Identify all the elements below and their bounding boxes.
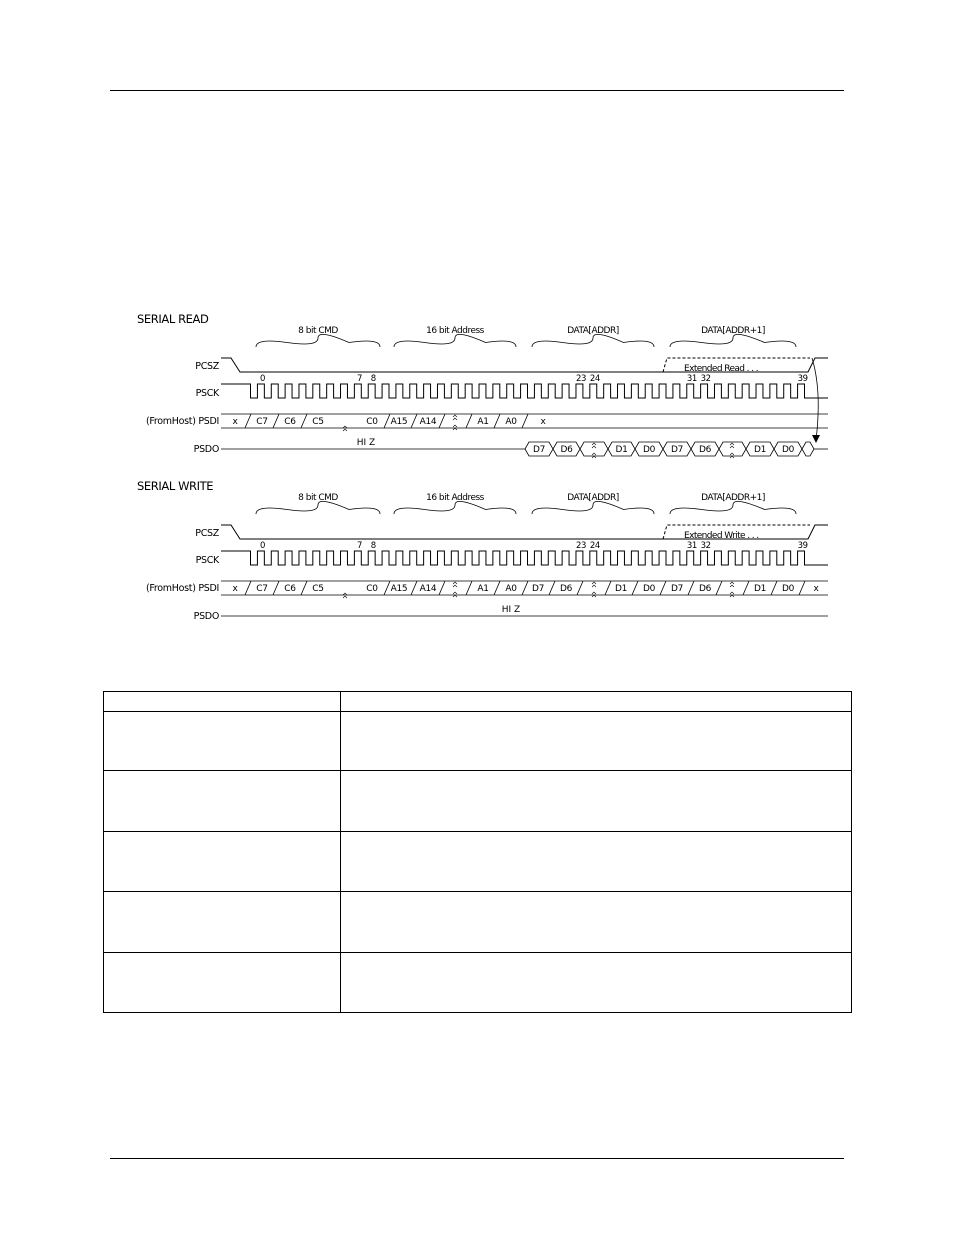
s1-psdi-cell-4: C0 bbox=[366, 584, 378, 594]
s1-psdi-cell-0: x bbox=[232, 584, 238, 594]
s0-clock-number-0: 0 bbox=[259, 374, 266, 384]
s0-psdo-break-0 bbox=[592, 443, 596, 448]
s0-clock-number-6: 32 bbox=[700, 374, 711, 384]
s0-psdo-cell-2: D1 bbox=[615, 445, 628, 455]
s1-psdo-label: PSDO bbox=[193, 611, 219, 622]
s1-psdi-break-0 bbox=[343, 593, 347, 598]
s0-group-label-3: DATA[ADDR+1] bbox=[701, 326, 765, 336]
s1-psdi-cell-3: C5 bbox=[312, 584, 324, 594]
s1-group-label-1: 16 bit Address bbox=[426, 493, 484, 503]
s0-psdi-edge-8 bbox=[522, 414, 528, 428]
s1-psdi-cell-11: D1 bbox=[614, 584, 628, 594]
s0-psdi-break-1 bbox=[453, 415, 457, 420]
s0-psdo-cell-box-10 bbox=[802, 442, 814, 456]
s1-psdi-break-6 bbox=[730, 592, 734, 597]
s0-group-brace-3 bbox=[670, 334, 796, 347]
s0-psdo-break-3 bbox=[730, 453, 734, 458]
s1-group-label-3: DATA[ADDR+1] bbox=[701, 493, 765, 503]
s1-psdi-cell-6: A14 bbox=[419, 584, 437, 594]
s1-group-brace-0 bbox=[256, 501, 380, 514]
s0-psdo-hiz-label: HI Z bbox=[356, 438, 376, 448]
s0-psck-wave bbox=[221, 384, 828, 398]
s1-clock-number-2: 8 bbox=[370, 541, 376, 551]
s1-psdi-cell-14: D6 bbox=[698, 584, 712, 594]
s1-psdi-edge-18 bbox=[799, 581, 805, 595]
s1-psdi-edge-6 bbox=[466, 581, 472, 595]
s1-psdi-edge-14 bbox=[688, 581, 694, 595]
s1-psdi-cell-5: A15 bbox=[390, 584, 408, 594]
table-cell bbox=[341, 712, 852, 771]
s1-psdi-cell-15: D1 bbox=[753, 584, 767, 594]
s1-psdi-cell-8: A0 bbox=[505, 584, 517, 594]
s0-psdo-arrow-head bbox=[812, 435, 820, 443]
s1-psdi-edge-1 bbox=[273, 581, 279, 595]
table-cell bbox=[341, 953, 852, 1013]
s0-group-brace-2 bbox=[532, 334, 654, 347]
s1-clock-number-5: 31 bbox=[686, 541, 697, 551]
s1-psdi-edge-12 bbox=[632, 581, 638, 595]
s1-clock-number-1: 7 bbox=[356, 541, 362, 551]
s0-psdo-cell-0: D7 bbox=[532, 445, 546, 455]
s0-section-title: SERIAL READ bbox=[137, 312, 209, 326]
s1-psdo-hiz-label: HI Z bbox=[501, 605, 521, 615]
table-cell bbox=[104, 832, 341, 892]
s1-psdi-edge-9 bbox=[549, 581, 555, 595]
s1-psdi-edge-13 bbox=[660, 581, 666, 595]
table-row bbox=[104, 832, 852, 892]
s1-psdi-edge-7 bbox=[494, 581, 500, 595]
table-row bbox=[104, 953, 852, 1013]
s1-psdi-edge-4 bbox=[411, 581, 417, 595]
s0-extended-label: Extended Read . . . bbox=[684, 364, 758, 374]
s0-clock-number-1: 7 bbox=[356, 374, 362, 384]
s1-psdi-break-4 bbox=[592, 592, 596, 597]
s1-psdi-edge-17 bbox=[771, 581, 777, 595]
s0-psdi-edge-5 bbox=[439, 414, 445, 428]
info-table bbox=[103, 691, 852, 1013]
table-cell bbox=[341, 832, 852, 892]
s0-group-label-2: DATA[ADDR] bbox=[567, 326, 619, 336]
s1-psdi-cell-12: D0 bbox=[642, 584, 656, 594]
s0-psdo-break-1 bbox=[592, 453, 596, 458]
s1-psdi-break-5 bbox=[730, 582, 734, 587]
s0-clock-number-7: 39 bbox=[797, 374, 808, 384]
s1-psdi-edge-8 bbox=[522, 581, 528, 595]
s0-group-brace-0 bbox=[256, 334, 380, 347]
s0-psdo-cell-4: D7 bbox=[670, 445, 684, 455]
s1-pcsz-label: PCSZ bbox=[195, 528, 219, 539]
s0-psdi-break-2 bbox=[453, 425, 457, 430]
s1-clock-number-4: 24 bbox=[589, 541, 600, 551]
s0-psdo-break-2 bbox=[730, 443, 734, 448]
s0-psdi-edge-7 bbox=[494, 414, 500, 428]
s0-psdo-cell-6: D1 bbox=[753, 445, 767, 455]
table-cell bbox=[104, 712, 341, 771]
s0-psdi-cell-5: A15 bbox=[390, 417, 408, 427]
table-cell bbox=[341, 892, 852, 953]
s1-psdi-break-1 bbox=[453, 582, 457, 587]
s1-psdi-cell-9: D7 bbox=[531, 584, 545, 594]
footer-rule bbox=[110, 1158, 844, 1159]
s1-psdi-cell-7: A1 bbox=[477, 584, 489, 594]
s0-psdi-edge-2 bbox=[301, 414, 307, 428]
s0-psck-label: PSCK bbox=[195, 388, 219, 399]
table-header-row bbox=[104, 692, 852, 712]
s1-psdi-edge-3 bbox=[384, 581, 390, 595]
s1-psdi-cell-10: D6 bbox=[559, 584, 573, 594]
s1-group-brace-2 bbox=[532, 501, 654, 514]
s0-psdi-edge-1 bbox=[273, 414, 279, 428]
s0-psdi-edge-4 bbox=[411, 414, 417, 428]
s1-psdi-label: (FromHost) PSDI bbox=[146, 583, 219, 594]
s1-psck-wave bbox=[221, 551, 828, 565]
s0-psdo-label: PSDO bbox=[193, 444, 219, 455]
s0-group-label-1: 16 bit Address bbox=[426, 326, 484, 336]
s0-clock-number-5: 31 bbox=[686, 374, 697, 384]
s0-psdi-cell-9: x bbox=[540, 417, 546, 427]
s1-psdi-edge-0 bbox=[245, 581, 251, 595]
s0-psdi-cell-0: x bbox=[232, 417, 238, 427]
table-cell bbox=[104, 771, 341, 832]
s0-psdo-cell-5: D6 bbox=[698, 445, 712, 455]
s1-psck-label: PSCK bbox=[195, 555, 219, 566]
table-cell bbox=[341, 771, 852, 832]
s1-group-brace-3 bbox=[670, 501, 796, 514]
s0-psdo-cell-3: D0 bbox=[642, 445, 656, 455]
s1-psdi-break-3 bbox=[592, 582, 596, 587]
s0-psdi-edge-0 bbox=[245, 414, 251, 428]
s1-group-label-0: 8 bit CMD bbox=[298, 493, 338, 503]
s0-psdo-cell-1: D6 bbox=[560, 445, 573, 455]
s1-psdi-cell-1: C7 bbox=[256, 584, 268, 594]
table-cell bbox=[341, 692, 852, 712]
s1-psdi-edge-2 bbox=[301, 581, 307, 595]
table-row bbox=[104, 771, 852, 832]
s0-clock-number-2: 8 bbox=[370, 374, 376, 384]
table-row bbox=[104, 712, 852, 771]
table-row bbox=[104, 892, 852, 953]
s0-pcsz-label: PCSZ bbox=[195, 361, 219, 372]
s0-psdi-label: (FromHost) PSDI bbox=[146, 416, 219, 427]
table-cell bbox=[104, 692, 341, 712]
s0-psdi-break-0 bbox=[343, 426, 347, 431]
s0-psdi-cell-2: C6 bbox=[284, 417, 296, 427]
s1-group-label-2: DATA[ADDR] bbox=[567, 493, 619, 503]
s1-psdi-cell-16: D0 bbox=[781, 584, 795, 594]
s1-clock-number-0: 0 bbox=[259, 541, 266, 551]
s0-psdi-cell-8: A0 bbox=[505, 417, 517, 427]
s0-group-label-0: 8 bit CMD bbox=[298, 326, 338, 336]
s0-group-brace-1 bbox=[394, 334, 516, 347]
s0-psdi-cell-4: C0 bbox=[366, 417, 378, 427]
s1-psdi-edge-11 bbox=[605, 581, 611, 595]
s1-psdi-break-2 bbox=[453, 592, 457, 597]
s0-psdi-cell-1: C7 bbox=[256, 417, 268, 427]
s1-clock-number-7: 39 bbox=[797, 541, 808, 551]
s1-clock-number-3: 23 bbox=[576, 541, 587, 551]
s1-psdi-edge-10 bbox=[577, 581, 583, 595]
s1-clock-number-6: 32 bbox=[700, 541, 711, 551]
s1-section-title: SERIAL WRITE bbox=[137, 479, 214, 493]
s0-clock-number-4: 24 bbox=[589, 374, 600, 384]
s1-psdi-edge-15 bbox=[716, 581, 722, 595]
s1-psdi-edge-5 bbox=[439, 581, 445, 595]
s1-psdi-cell-17: x bbox=[813, 584, 819, 594]
s0-psdi-edge-6 bbox=[466, 414, 472, 428]
s1-extended-label: Extended Write . . . bbox=[684, 531, 759, 541]
s0-psdo-cell-7: D0 bbox=[781, 445, 795, 455]
s0-psdo-cell-box-2 bbox=[580, 442, 608, 456]
s0-psdi-cell-6: A14 bbox=[419, 417, 437, 427]
s1-psdi-cell-2: C6 bbox=[284, 584, 296, 594]
s1-psdi-cell-13: D7 bbox=[670, 584, 684, 594]
table-cell bbox=[104, 892, 341, 953]
s0-psdi-cell-3: C5 bbox=[312, 417, 324, 427]
table-cell bbox=[104, 953, 341, 1013]
s1-group-brace-1 bbox=[394, 501, 516, 514]
s0-psdi-edge-3 bbox=[384, 414, 390, 428]
s0-psdi-cell-7: A1 bbox=[477, 417, 489, 427]
s1-psdi-edge-16 bbox=[743, 581, 749, 595]
s0-clock-number-3: 23 bbox=[576, 374, 587, 384]
